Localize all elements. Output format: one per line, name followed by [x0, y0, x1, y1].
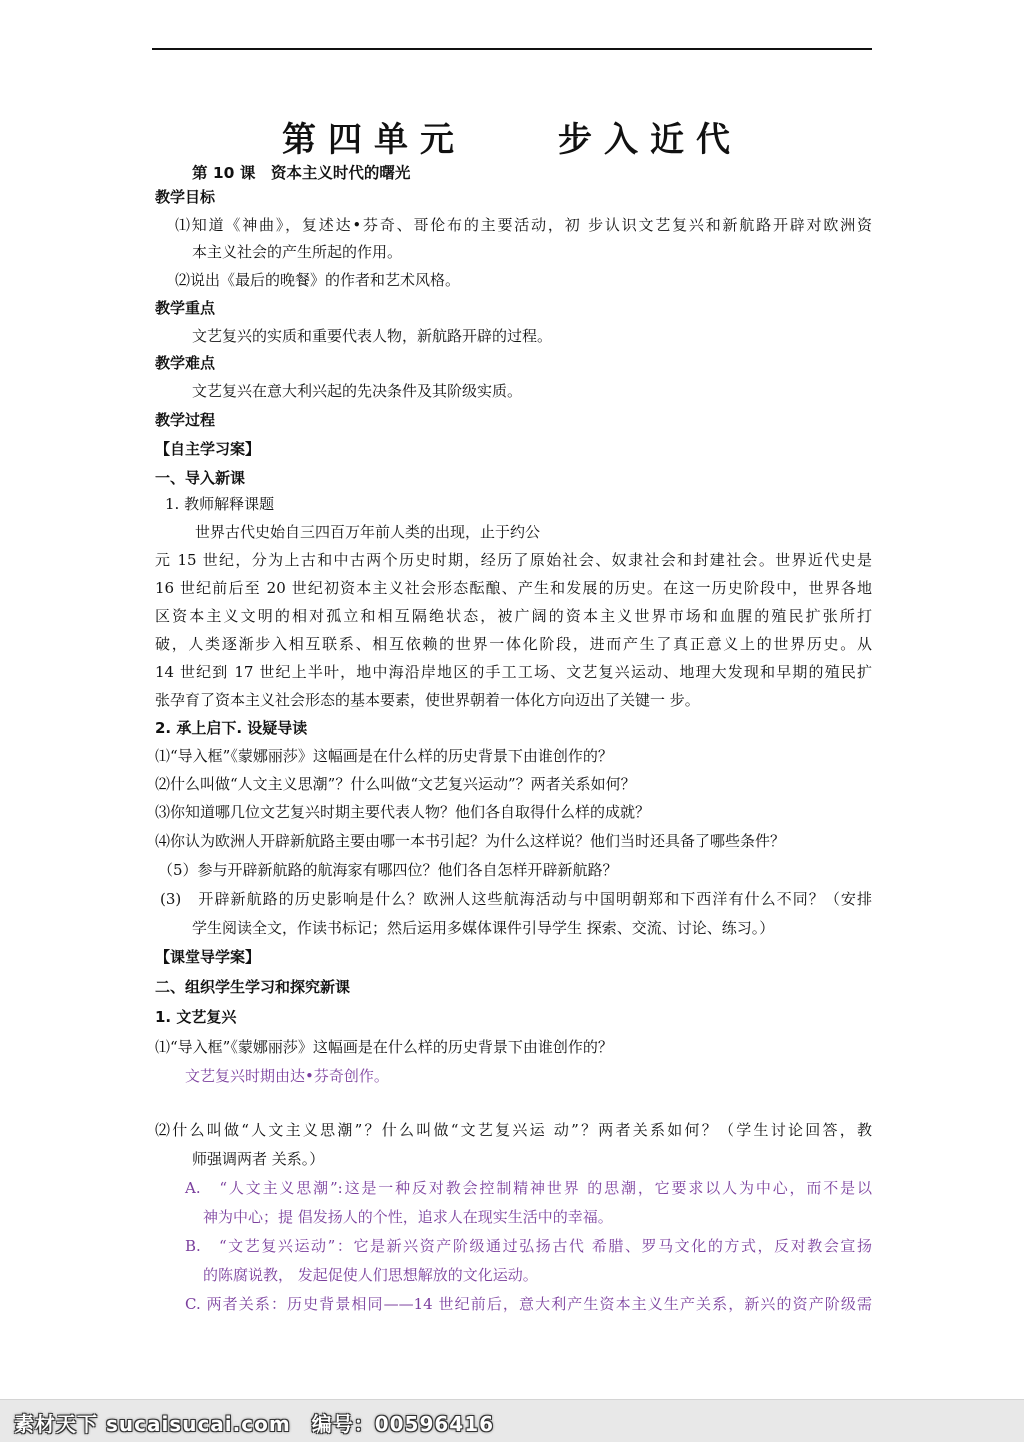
question-6-line-1: (3) 开辟新航路的历史影响是什么？欧洲人这些航海活动与中国明朝郑和下西洋有什么不同？（安排 — [160, 890, 872, 908]
section-1-heading: 一、导入新课 — [155, 469, 246, 487]
objective-1-line-1: ⑴知道《神曲》，复述达•芬奇、哥伦布的主要活动，初 步认识文艺复兴和新航路开辟对欧洲资 — [175, 216, 872, 234]
answer-b-line-1: B. “文艺复兴运动”：它是新兴资产阶级通过弘扬古代 希腊、罗马文化的方式，反对教会宣扬 — [185, 1237, 872, 1255]
difficulties-heading: 教学难点 — [155, 354, 216, 372]
sub-3-heading: 1. 文艺复兴 — [155, 1008, 237, 1026]
class-answer-1: 文艺复兴时期由达•芬奇创作。 — [185, 1067, 389, 1085]
para-line-7: 张孕育了资本主义社会形态的基本要素，使世界朝着一体化方向迈出了关键一 步。 — [155, 691, 700, 709]
answer-a-line-2: 神为中心；提 倡发扬人的个性，追求人在现实生活中的幸福。 — [203, 1208, 613, 1226]
objective-1-line-2: 本主义社会的产生所起的作用。 — [192, 243, 403, 261]
question-4: ⑷你认为欧洲人开辟新航路主要由哪一本书引起？为什么这样说？他们当时还具备了哪些条件？ — [155, 832, 786, 850]
para-line-6: 14 世纪到 17 世纪上半叶，地中海沿岸地区的手工工场、文艺复兴运动、地理大发现和早期的殖民扩 — [155, 663, 872, 681]
page-title: 第四单元 步入近代 — [282, 120, 742, 160]
para-line-4: 区资本主义文明的相对孤立和相互隔绝状态，被广阔的资本主义世界市场和血腥的殖民扩张所打 — [155, 607, 872, 625]
class-question-2-line-1: ⑵什么叫做“人文主义思潮”？什么叫做“文艺复兴运 动”？两者关系如何？（学生讨论回答，教 — [155, 1121, 872, 1139]
question-5: （5）参与开辟新航路的航海家有哪四位？他们各自怎样开辟新航路？ — [158, 861, 618, 879]
watermark-bar — [0, 1399, 1024, 1442]
question-3: ⑶你知道哪几位文艺复兴时期主要代表人物？他们各自取得什么样的成就？ — [155, 803, 651, 821]
class-question-1: ⑴“导入框”《蒙娜丽莎》这幅画是在什么样的历史背景下由谁创作的？ — [155, 1038, 613, 1056]
key-points-heading: 教学重点 — [155, 299, 216, 317]
watermark-text: 素材天下 sucaisucai.com 编号：00596416 — [14, 1412, 495, 1436]
section-2-heading: 二、组织学生学习和探究新课 — [155, 978, 351, 996]
class-guide-heading: 【课堂导学案】 — [155, 948, 261, 966]
process-heading: 教学过程 — [155, 411, 216, 429]
question-2: ⑵什么叫做“人文主义思潮”？什么叫做“文艺复兴运动”？两者关系如何？ — [155, 775, 636, 793]
question-6-line-2: 学生阅读全文，作读书标记；然后运用多媒体课件引导学生 探索、交流、讨论、练习。） — [192, 919, 775, 937]
difficulties-text: 文艺复兴在意大利兴起的先决条件及其阶级实质。 — [192, 382, 523, 400]
answer-b-line-2: 的陈腐说教， 发起促使人们思想解放的文化运动。 — [203, 1266, 538, 1284]
para-line-3: 16 世纪前后至 20 世纪初资本主义社会形态酝酿、产生和发展的历史。在这一历史阶段中，世界各地 — [155, 579, 872, 597]
answer-c-line-1: C. 两者关系：历史背景相同——14 世纪前后，意大利产生资本主义生产关系，新兴的资产阶级需 — [185, 1295, 872, 1313]
top-rule — [152, 48, 872, 50]
self-study-heading: 【自主学习案】 — [155, 440, 261, 458]
class-question-2-line-2: 师强调两者 关系。） — [192, 1150, 325, 1168]
key-points-text: 文艺复兴的实质和重要代表人物，新航路开辟的过程。 — [192, 327, 553, 345]
answer-a-line-1: A. “人文主义思潮”:这是一种反对教会控制精神世界 的思潮，它要求以人为中心，而不是以 — [185, 1179, 872, 1197]
question-1: ⑴“导入框”《蒙娜丽莎》这幅画是在什么样的历史背景下由谁创作的？ — [155, 747, 613, 765]
sub-2-heading: 2. 承上启下. 设疑导读 — [155, 719, 308, 737]
para-line-5: 破，人类逐渐步入相互联系、相互依赖的世界一体化阶段，进而产生了真正意义上的世界历史。从 — [155, 635, 872, 653]
lesson-title: 第 10 课 资本主义时代的曙光 — [192, 164, 411, 182]
objective-2: ⑵说出《最后的晚餐》的作者和艺术风格。 — [175, 271, 461, 289]
sub-1-heading: 1. 教师解释课题 — [165, 495, 275, 513]
para-line-1: 世界古代史始自三四百万年前人类的出现，止于约公 — [195, 523, 541, 541]
objectives-heading: 教学目标 — [155, 188, 216, 206]
para-line-2: 元 15 世纪，分为上古和中古两个历史时期，经历了原始社会、奴隶社会和封建社会。世界近代史是 — [155, 551, 872, 569]
